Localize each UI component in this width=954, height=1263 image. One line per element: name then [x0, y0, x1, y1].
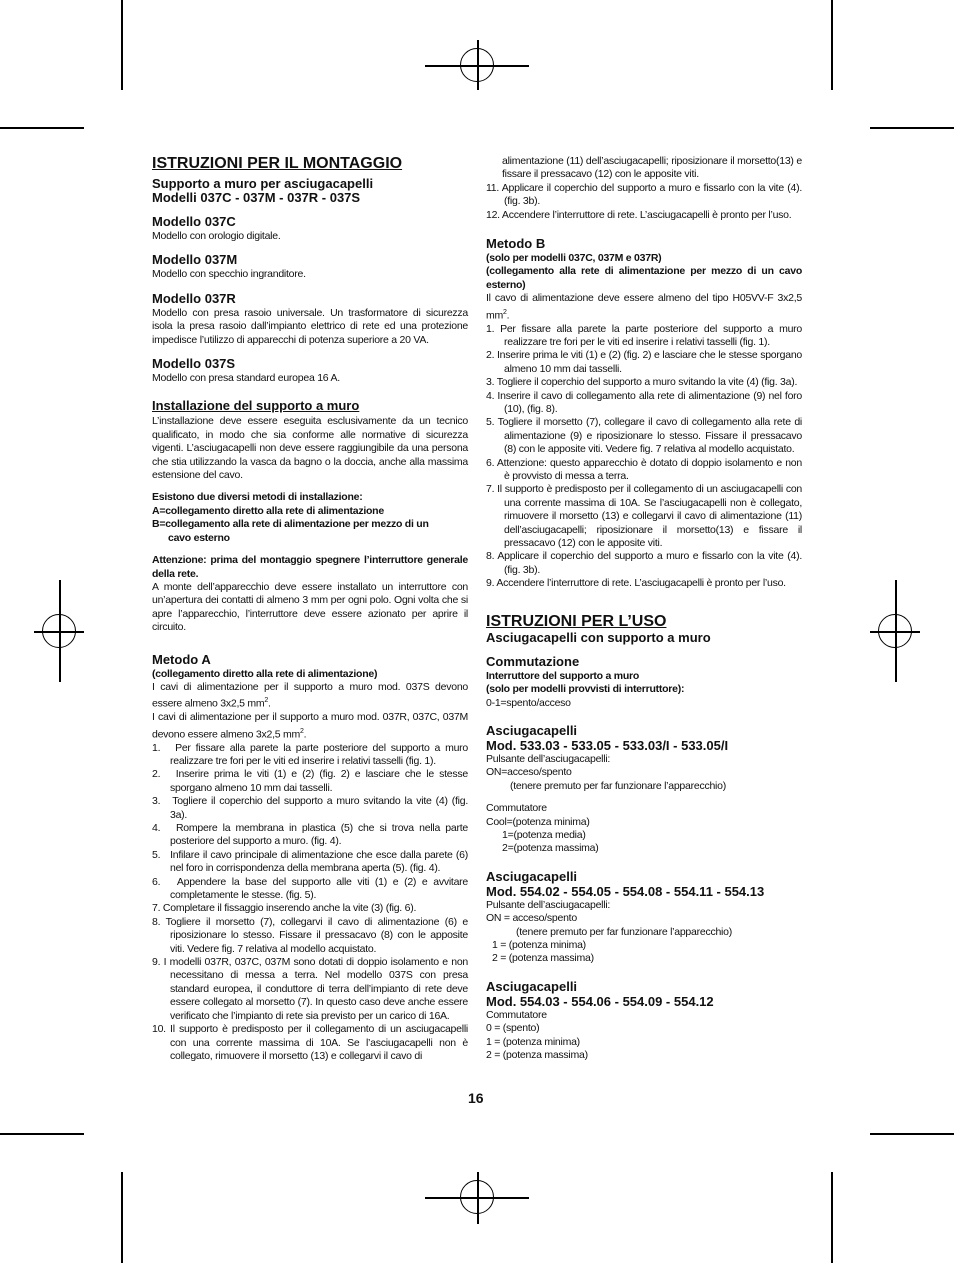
heading: Installazione del supporto a muro — [152, 398, 360, 414]
paragraph: ON = acceso/spento — [486, 912, 577, 925]
crop-mark — [870, 127, 954, 129]
list-item: 4. Inserire il cavo di collegamento alla rete di alimentazione (9) nel foro (10), (fig. 8). — [486, 389, 802, 415]
subtitle: Modelli 037C - 037M - 037R - 037S — [152, 190, 361, 205]
paragraph: 2 = (potenza massima) — [492, 952, 594, 965]
paragraph: alimentazione (11) dell’asciugacapelli; riposizionare il morsetto(13) e fissare il pressacavo (12) con le apposite viti. — [502, 155, 802, 181]
list-item: 3. Togliere il coperchio del supporto a muro svitando la vite (4) (fig. 3a). — [152, 795, 468, 821]
paragraph: 0 = (spento) — [486, 1022, 540, 1035]
paragraph: I cavi di alimentazione per il supporto a muro mod. 037S devono essere almeno 3x2,5 $mm^2$. — [152, 680, 468, 710]
crop-mark — [477, 40, 479, 90]
heading: Asciugacapelli — [486, 868, 578, 884]
heading: Modello 037M — [152, 252, 238, 268]
heading: Modello 037R — [152, 290, 236, 306]
list-item: 9. Accendere l’interruttore di rete. L’asciugacapelli è pronto per l’uso. — [486, 577, 786, 590]
crop-mark — [34, 631, 84, 633]
heading: Commutazione — [486, 653, 580, 669]
list-item: 1. Per fissare alla parete la parte posteriore del supporto a muro realizzare tre fori per le viti ed inserire i relativi tasselli (fig. 1). — [486, 322, 802, 348]
paragraph: 1=(potenza media) — [502, 828, 586, 841]
left-column — [152, 155, 468, 1063]
list-item: 5. Togliere il morsetto (7), collegare il cavo di collegamento alla rete di alimentazione (9) e riposizionare lo stesso. Fissare il pressacavo (8) con le apposite viti. Vedere fig. 7 relativa al modello acquistato. — [486, 416, 802, 456]
section-title: ISTRUZIONI PER L’USO — [486, 612, 667, 630]
subtitle: Asciugacapelli con supporto a muro — [486, 629, 711, 645]
paragraph: Modello con presa rasoio universale. Un trasformatore di sicurezza isola la presa rasoio dall’impianto elettrico di rete ed una protezione impedisce l’utilizzo di apparecchi di potenza superiore a 20 VA. — [152, 306, 468, 346]
list-item: 2. Inserire prima le viti (1) e (2) (fig. 2) e lasciare che le stesse sporgano almeno 10 mm dai tasselli. — [486, 349, 802, 375]
paragraph: 0-1=spento/acceso — [486, 696, 571, 709]
list-item: 12. Accendere l’interruttore di rete. L’asciugacapelli è pronto per l’uso. — [486, 208, 792, 221]
list-item: 4. Rompere la membrana in plastica (5) che si trova nella parte posteriore del supporto a muro. (fig. 4). — [152, 822, 468, 848]
heading: Modello 037S — [152, 356, 236, 372]
paragraph: Esistono due diversi metodi di installazione: — [152, 491, 363, 504]
crop-mark — [0, 127, 84, 129]
paragraph: B=collegamento alla rete di alimentazione per mezzo di un — [152, 518, 429, 531]
paragraph: 1 = (potenza minima) — [486, 1035, 580, 1048]
paragraph: (collegamento alla rete di alimentazione per mezzo di un cavo esterno) — [486, 265, 802, 291]
crop-mark — [477, 1172, 479, 1224]
paragraph: L’installazione deve essere eseguita esclusivamente da un tecnico qualificato, in modo che sia conforme alle normative di sicurezza vigenti. L’asciugacapelli non deve essere raggiungibile da una persona che stia utilizzando la vasca da bagno o la doccia, anche alla massima estensione del cavo. — [152, 415, 468, 482]
paragraph: Pulsante dell’asciugacapelli: — [486, 898, 611, 911]
paragraph: Attenzione: prima del montaggio spegnere l’interruttore generale della rete. — [152, 554, 468, 580]
paragraph: Modello con orologio digitale. — [152, 230, 281, 242]
crop-mark — [0, 1133, 84, 1135]
paragraph: Modello con specchio ingranditore. — [152, 268, 306, 281]
steps-list — [152, 742, 468, 1064]
section-title: ISTRUZIONI PER IL MONTAGGIO — [152, 155, 403, 172]
crop-mark — [831, 0, 833, 90]
paragraph: I cavi di alimentazione per il supporto a muro mod. 037R, 037C, 037M devono essere almeno 3x2,5 $mm^2$. — [152, 711, 468, 741]
paragraph: (tenere premuto per far funzionare l’apparecchio) — [510, 779, 726, 792]
paragraph: Commutatore — [486, 802, 547, 815]
paragraph: 2=(potenza massima) — [502, 842, 599, 855]
steps-list — [486, 182, 802, 222]
paragraph: (tenere premuto per far funzionare l’apparecchio) — [516, 925, 732, 938]
list-item: 1. Per fissare alla parete la parte posteriore del supporto a muro realizzare tre fori per le viti ed inserire i relativi tasselli (fig. 1). — [152, 741, 468, 767]
paragraph: (solo per modelli provvisti di interruttore): — [486, 683, 685, 696]
steps-list — [486, 323, 802, 591]
heading: Metodo B — [486, 236, 546, 252]
list-item: 3. Togliere il coperchio del supporto a muro svitando la vite (4) (fig. 3a). — [486, 376, 798, 389]
list-item: 7. Il supporto è predisposto per il collegamento di un asciugacapelli con una corrente massima di 10A. Se l’asciugacapelli non è collegato, rimuovere il morsetto (13) e collegarvi il cavo di alimentazione (11) dell’asciugacapelli; riposizionare il morsetto(13) e fissare il pressacavo (12) con le apposite viti. — [486, 483, 802, 550]
paragraph: Interruttore del supporto a muro — [486, 669, 640, 682]
heading: Metodo A — [152, 651, 211, 667]
heading: Mod. 554.03 - 554.06 - 554.09 - 554.12 — [486, 993, 714, 1009]
paragraph: 1 = (potenza minima) — [492, 938, 586, 951]
list-item: 8. Applicare il coperchio del supporto a muro e fissarlo con la vite (4). (fig. 3b). — [486, 550, 802, 576]
paragraph: cavo esterno — [168, 531, 230, 544]
list-item: 8. Togliere il morsetto (7), collegarvi il cavo di alimentazione (6) e riposizionare lo stesso. Fissare il pressacavo (8) con le apposite viti. Vedere fig. 7 relativa al modello acquistato. — [152, 915, 468, 955]
list-item: 11. Applicare il coperchio del supporto a muro e fissarlo con la vite (4). (fig. 3b). — [486, 181, 802, 208]
crop-mark — [121, 1172, 123, 1263]
paragraph: A=collegamento diretto alla rete di alimentazione — [152, 504, 384, 517]
right-column — [486, 155, 802, 1062]
heading: Asciugacapelli — [486, 722, 578, 738]
paragraph: Modello con presa standard europea 16 A. — [152, 372, 340, 385]
list-item: 10. Il supporto è predisposto per il collegamento di un asciugacapelli con una corrente massima di 10A. Se l’asciugacapelli non è collegato, rimuovere il morsetto (13) e collegarvi il cavo di — [152, 1023, 468, 1062]
list-item: 6. Attenzione: questo apparecchio è dotato di doppio isolamento e non è provvisto di messa a terra. — [486, 456, 802, 483]
crop-mark — [831, 1172, 833, 1263]
crop-mark — [870, 631, 920, 633]
heading: Mod. 554.02 - 554.05 - 554.08 - 554.11 - 554.13 — [486, 883, 765, 899]
paragraph: ON=acceso/spento — [486, 766, 572, 779]
paragraph: (solo per modelli 037C, 037M e 037R) — [486, 252, 662, 265]
paragraph: (collegamento diretto alla rete di alimentazione) — [152, 667, 378, 680]
crop-mark — [870, 1133, 954, 1135]
paragraph: A monte dell’apparecchio deve essere installato un interruttore con un’apertura dei contatti di almeno 3 mm per ogni polo. Ogni volta che si apre l’apparecchio, l’interruttore deve essere azionato per aprire il circuito. — [152, 580, 468, 634]
page-number: 16 — [468, 1090, 484, 1106]
paragraph: Cool=(potenza minima) — [486, 815, 590, 828]
crop-mark — [121, 0, 123, 90]
paragraph: Il cavo di alimentazione deve essere almeno del tipo H05VV-F 3x2,5 $mm^2$. — [486, 292, 802, 322]
heading: Asciugacapelli — [486, 978, 578, 994]
paragraph: 2 = (potenza massima) — [486, 1049, 588, 1061]
list-item: 6. Appendere la base del supporto alle viti (1) e (2) e avvitare completamente le stesse. (fig. 5). — [152, 875, 468, 902]
list-item: 2. Inserire prima le viti (1) e (2) (fig. 2) e lasciare che le stesse sporgano almeno 10 mm dai tasselli. — [152, 768, 468, 794]
paragraph: Commutatore — [486, 1008, 547, 1021]
list-item: 7. Completare il fissaggio inserendo anche la vite (3) (fig. 6). — [152, 902, 417, 915]
list-item: 9. I modelli 037R, 037C, 037M sono dotati di doppio isolamento e non necessitano di messa a terra. Nel modello 037S con presa standard europea, il conduttore di terra dell’impianto di rete deve essere collegato al morsetto (7). In questo caso deve anche essere verificato che l’impianto di rete sia previsto per un carico di 16A. — [152, 956, 468, 1022]
heading: Modello 037C — [152, 214, 236, 229]
subtitle: Supporto a muro per asciugacapelli — [152, 176, 374, 191]
paragraph: Pulsante dell’asciugacapelli: — [486, 752, 611, 765]
list-item: 5. Infilare il cavo principale di alimentazione che esce dalla parete (6) nel foro in corrispondenza della membrana aperta (5). (fig. 4). — [152, 848, 468, 875]
heading: Mod. 533.03 - 533.05 - 533.03/I - 533.05/I — [486, 737, 729, 753]
